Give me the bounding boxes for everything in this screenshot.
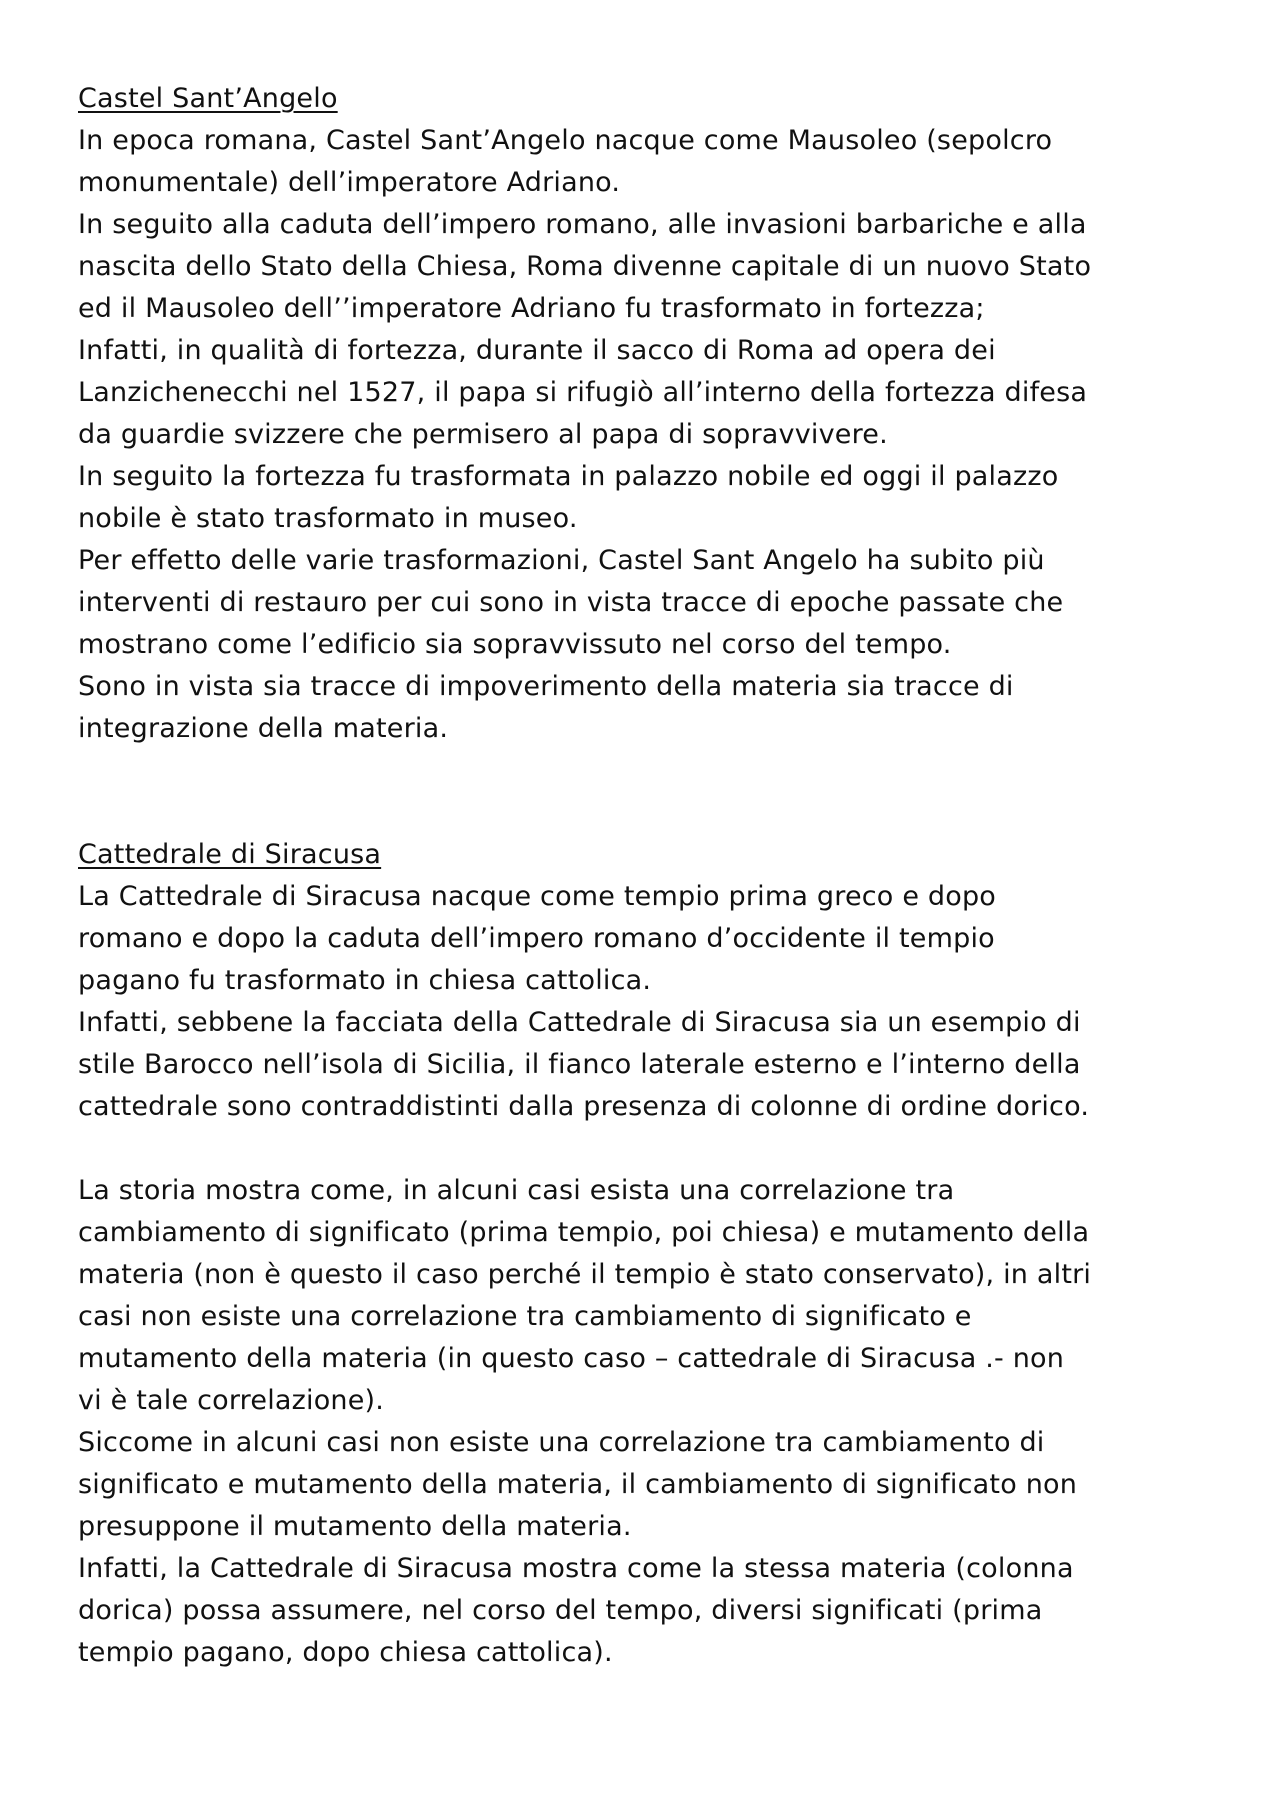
section-body-cattedrale-di-siracusa [78, 876, 1228, 1128]
text-line: mostrano come l’edificio sia sopravvissuto nel corso del tempo. [78, 629, 952, 660]
text-line: cattedrale sono contraddistinti dalla presenza di colonne di ordine dorico. [78, 1091, 1090, 1122]
text-line: da guardie svizzere che permisero al papa di sopravvivere. [78, 419, 888, 450]
text-line: casi non esiste una correlazione tra cambiamento di significato e [78, 1301, 972, 1332]
text-line: tempio pagano, dopo chiesa cattolica). [78, 1637, 613, 1668]
section-spacer [78, 750, 1228, 834]
text-line: dorica) possa assumere, nel corso del tempo, diversi significati (prima [78, 1595, 1043, 1626]
text-line: materia (non è questo il caso perché il tempio è stato conservato), in altri [78, 1259, 1092, 1290]
text-line: Infatti, in qualità di fortezza, durante il sacco di Roma ad opera dei [78, 335, 996, 366]
text-line: interventi di restauro per cui sono in vista tracce di epoche passate che [78, 587, 1064, 618]
text-line: stile Barocco nell’isola di Sicilia, il fianco laterale esterno e l’interno della [78, 1049, 1081, 1080]
text-line: Sono in vista sia tracce di impoverimento della materia sia tracce di [78, 671, 1014, 702]
text-line: In epoca romana, Castel Sant’Angelo nacque come Mausoleo (sepolcro [78, 125, 1053, 156]
section-title-castel-sant-angelo: Castel Sant’Angelo [78, 83, 338, 114]
text-line: La storia mostra come, in alcuni casi esista una correlazione tra [78, 1175, 955, 1206]
text-line: Infatti, sebbene la facciata della Cattedrale di Siracusa sia un esempio di [78, 1007, 1081, 1038]
text-line: Per effetto delle varie trasformazioni, Castel Sant Angelo ha subito più [78, 545, 1045, 576]
text-line: In seguito la fortezza fu trasformata in palazzo nobile ed oggi il palazzo [78, 461, 1059, 492]
text-line: pagano fu trasformato in chiesa cattolica. [78, 965, 652, 996]
text-line: In seguito alla caduta dell’impero romano, alle invasioni barbariche e alla [78, 209, 1087, 240]
text-line: Infatti, la Cattedrale di Siracusa mostra come la stessa materia (colonna [78, 1553, 1074, 1584]
text-line: presuppone il mutamento della materia. [78, 1511, 632, 1542]
text-line: Siccome in alcuni casi non esiste una correlazione tra cambiamento di [78, 1427, 1045, 1458]
text-line: La Cattedrale di Siracusa nacque come tempio prima greco e dopo [78, 881, 997, 912]
section-body-conclusion [78, 1170, 1228, 1674]
paragraph-spacer [78, 1128, 1228, 1170]
text-line: monumentale) dell’imperatore Adriano. [78, 167, 621, 198]
text-line: vi è tale correlazione). [78, 1385, 385, 1416]
section-body-castel-sant-angelo [78, 120, 1228, 750]
text-line: integrazione della materia. [78, 713, 449, 744]
text-line: significato e mutamento della materia, il cambiamento di significato non [78, 1469, 1078, 1500]
text-line: ed il Mausoleo dell’’imperatore Adriano fu trasformato in fortezza; [78, 293, 985, 324]
text-line: nascita dello Stato della Chiesa, Roma divenne capitale di un nuovo Stato [78, 251, 1092, 282]
text-line: cambiamento di significato (prima tempio, poi chiesa) e mutamento della [78, 1217, 1090, 1248]
text-line: Lanzichenecchi nel 1527, il papa si rifugiò all’interno della fortezza difesa [78, 377, 1088, 408]
document-body [78, 78, 1228, 1674]
text-line: mutamento della materia (in questo caso – cattedrale di Siracusa .- non [78, 1343, 1065, 1374]
text-line: romano e dopo la caduta dell’impero romano d’occidente il tempio [78, 923, 995, 954]
text-line: nobile è stato trasformato in museo. [78, 503, 578, 534]
section-title-cattedrale-di-siracusa: Cattedrale di Siracusa [78, 839, 382, 870]
